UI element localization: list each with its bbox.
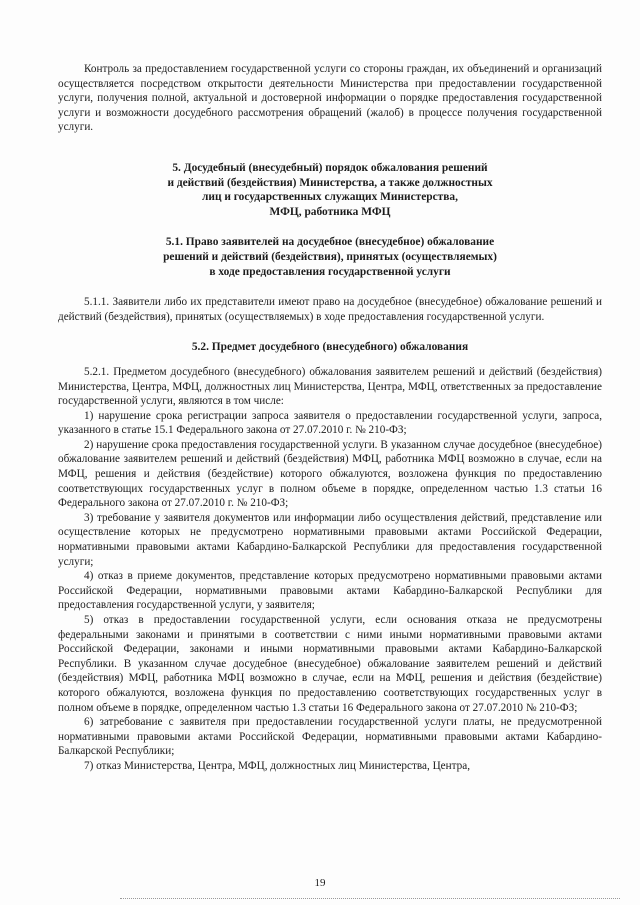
grounds-list xyxy=(58,409,602,774)
list-item: 6) затребование с заявителя при предоставлении государственной услуги платы, не предусмотренной нормативными правовыми актами Российской Федерации, нормативными правовыми актами Кабардино-Балкарской Республики; xyxy=(58,716,602,758)
list-item: 1) нарушение срока регистрации запроса заявителя о предоставлении государственной услуги, запроса, указанного в статье 15.1 Федерального закона от 27.07.2010 г. № 210-ФЗ; xyxy=(58,409,602,437)
list-item: 2) нарушение срока предоставления государственной услуги. В указанном случае досудебное (внесудебное) обжалование заявителем решений и действий (бездействия) МФЦ, работника МФЦ возможно в случае, если на МФЦ, решения и действия (бездействие) которого обжалуются, возложена функция по предоставлению соответствующих государственных услуг в полном объеме в порядке, определенном частью 1.3 статьи 16 Федерального закона от 27.07.2010 г. № 210-ФЗ; xyxy=(58,438,602,510)
section-5-title-line: МФЦ, работника МФЦ xyxy=(269,205,391,218)
section-5-2-title: 5.2. Предмет досудебного (внесудебного) обжалования xyxy=(191,341,469,354)
list-item: 3) требование у заявителя документов или информации либо осуществления действий, представление или осуществление которых не предусмотрено нормативными правовыми актами Российской Федерации, нормативными правовыми актами Кабардино-Балкарской Республики для предоставления государственной услуги; xyxy=(58,511,602,568)
section-5-title-line: лиц и государственных служащих Министерства, xyxy=(202,191,458,204)
section-5-1-title-line: 5.1. Право заявителей на досудебное (внесудебное) обжалование xyxy=(165,236,495,249)
paragraph-5-2-1: 5.2.1. Предметом досудебного (внесудебного) обжалования заявителем решений и действий (бездействия) Министерства, Центра, МФЦ, должностных лиц Министерства, Центра, МФЦ, ответственных за предоставление государственной услуги, являются в том числе: xyxy=(58,365,602,408)
page-number: 19 xyxy=(314,877,326,889)
list-item: 5) отказ в предоставлении государственной услуги, если основания отказа не предусмотрены федеральными законами и принятыми в соответствии с ними иными нормативными правовыми актами Российской Федерации, законами и иными нормативными правовыми актами Кабардино-Балкарской Республики. В указанном случае досудебное (внесудебное) обжалование заявителем решений и действий (бездействия) МФЦ, работника МФЦ возможно в случае, если на МФЦ, решения и действия (бездействие) которого обжалуются, возложена функция по предоставлению соответствующих государственных услуг в полном объеме в порядке, определенном частью 1.3 статьи 16 Федерального закона от 27.07.2010 № 210-ФЗ; xyxy=(58,614,602,714)
section-5-1-title-line: решений и действий (бездействия), принятых (осуществляемых) xyxy=(163,250,497,263)
paragraph-5-1-1: 5.1.1. Заявители либо их представители имеют право на досудебное (внесудебное) обжалование решений и действий (бездействия), принятых (осуществляемых) в ходе предоставления государственной услуги. xyxy=(58,296,602,323)
section-5-1-title-line: в ходе предоставления государственной услуги xyxy=(209,265,451,278)
section-5-1-heading xyxy=(58,235,602,279)
section-5-title-line: 5. Досудебный (внесудебный) порядок обжалования решений xyxy=(172,161,488,174)
bottom-rule xyxy=(120,898,620,899)
list-item: 4) отказ в приеме документов, представление которых предусмотрено нормативными правовыми актами Российской Федерации, нормативными правовыми актами Кабардино-Балкарской Республики для предоставления государственной услуги, у заявителя; xyxy=(58,570,602,612)
section-5-heading xyxy=(58,161,602,219)
section-5-title-line: и действий (бездействия) Министерства, а также должностных xyxy=(167,176,493,189)
intro-paragraph: Контроль за предоставлением государственной услуги со стороны граждан, их объединений и организаций осуществляется посредством открытости деятельности Министерства при предоставлении государственной услуги, получения полной, актуальной и достоверной информации о порядке предоставления государственной услуги и возможности досудебного рассмотрения обращений (жалоб) в процессе получения государственной услуги. xyxy=(58,63,602,134)
list-item: 7) отказ Министерства, Центра, МФЦ, должностных лиц Министерства, Центра, xyxy=(84,759,470,772)
